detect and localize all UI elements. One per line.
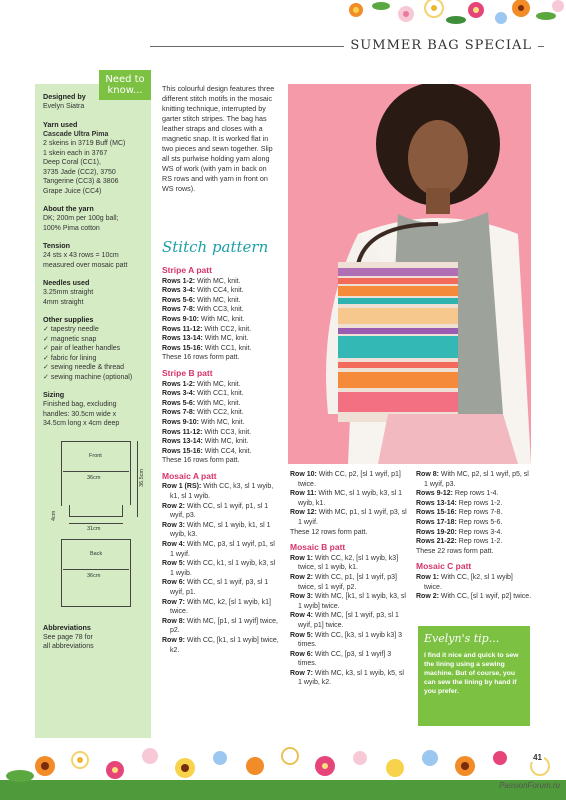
row-instruction: With CC, [k1, sl 1 wyib] twice, k2. [170, 636, 279, 654]
row-label: Row 5: [162, 560, 185, 568]
tip-title: Evelyn's tip... [424, 632, 500, 645]
row-instruction: With MC, [p1, sl 1 wyif] twice, p2. [170, 617, 278, 635]
row-instruction: With CC3, knit. [195, 306, 244, 314]
row-label: Row 9: [162, 636, 185, 644]
row-instruction: With MC, p2, sl 1 wyif, p5, sl 1 wyif, p3. [424, 471, 529, 488]
row-instruction: Rep rows 5-6. [456, 518, 503, 526]
row-instruction: With CC, k1, sl 1 wyib, k3, sl 1 wyib. [170, 560, 276, 577]
row-label: Row 6: [162, 579, 185, 587]
sizing-heading: Sizing [43, 390, 65, 399]
row-instruction: With CC, [k3, sl 1 wyib k3] 3 times. [298, 631, 403, 649]
row-instruction: With CC4, knit. [195, 287, 244, 295]
pattern-row [290, 489, 408, 508]
pattern-row [162, 502, 280, 521]
stitch-pattern-heading: Stitch pattern [162, 238, 269, 256]
height-arrow [137, 441, 138, 517]
yarn-brand: Cascade Ultra Pima [43, 130, 109, 138]
row-label: Row 4: [290, 612, 313, 620]
front-notch [69, 505, 123, 517]
needles-line: 4mm straight [43, 298, 84, 306]
width-arrow [63, 471, 129, 472]
row-instruction: With MC, sl 1 wyib, k3, sl 1 wyib, k1. [298, 490, 403, 507]
page-number: 41 [533, 753, 542, 762]
section-title: SUMMER BAG SPECIAL [344, 38, 538, 53]
row-instruction: With CC, k3, sl 1 wyib, k1, sl 1 wyib. [170, 483, 274, 501]
row-label: Row 1 (RS): [162, 483, 202, 491]
row-label: Row 1: [290, 554, 313, 562]
yarn-line: 3735 Jade (CC2), 3750 [43, 168, 116, 176]
row-instruction: With CC4, knit. [202, 447, 252, 455]
row-instruction: With MC, knit. [195, 277, 241, 285]
pattern-row [162, 344, 280, 354]
row-label: Rows 15-16: [416, 509, 457, 517]
pattern-row [162, 380, 280, 390]
row-instruction: With CC, [k2, sl 1 wyib] twice. [424, 573, 513, 591]
row-label: Rows 9-10: [162, 418, 199, 426]
pattern-section-heading: Mosaic C patt [416, 561, 472, 572]
pattern-row [162, 521, 280, 540]
row-label: Rows 11-12: [162, 325, 203, 333]
about-line: DK; 200m per 100g ball; [43, 215, 119, 222]
pattern-column-3 [416, 470, 532, 602]
top-flower-border [336, 0, 566, 36]
check-icon: ✓ [43, 345, 49, 352]
pattern-row [290, 508, 408, 527]
row-label: Row 7: [162, 598, 185, 606]
pattern-row [162, 447, 280, 457]
pattern-row [290, 631, 408, 650]
pattern-row [162, 456, 280, 466]
row-instruction: With MC, k2, [sl 1 wyib, k1] twice. [170, 598, 271, 616]
pattern-row [162, 617, 280, 636]
row-label: Rows 3-4: [162, 390, 196, 398]
row-label: Row 4: [162, 541, 185, 549]
pattern-row [416, 470, 532, 489]
pattern-row [162, 408, 280, 418]
pattern-row [162, 286, 280, 296]
pattern-row [162, 418, 280, 428]
check-icon: ✓ [43, 335, 49, 343]
width-label: 36cm [87, 474, 101, 481]
supply-item: ✓ pair of leather handles [43, 345, 121, 352]
row-instruction: With MC, k3, sl 1 wyib, k5, sl 1 wyib, k2. [298, 669, 404, 687]
need-to-know-sidebar [35, 84, 151, 738]
row-label: Rows 13-14: [416, 499, 457, 507]
row-instruction: With CC, k2, [sl 1 wyib, k3] twice, sl 1 wyib, k1. [298, 554, 399, 572]
yarn-line: 2 skeins in 3719 Buff (MC) [43, 140, 126, 147]
back-label: Back [90, 550, 103, 557]
needles-line: 3.25mm straight [43, 289, 94, 296]
back-width-arrow [63, 569, 129, 570]
pattern-row [290, 650, 408, 669]
tension-line: measured over mosaic patt [43, 261, 128, 269]
row-instruction: Rep rows 3-4. [456, 528, 503, 536]
pattern-row [416, 508, 532, 518]
pattern-row [162, 277, 280, 287]
row-label: Rows 15-16: [162, 344, 203, 352]
row-label: Row 11: [290, 490, 317, 498]
row-label: Row 1: [416, 573, 439, 581]
row-label: Row 6: [290, 650, 313, 658]
sizing-line: 34.5cm long x 4cm deep [43, 420, 120, 427]
sizing-line: Finished bag, excluding [43, 401, 117, 408]
pattern-section-heading: Stripe B patt [162, 367, 213, 378]
row-label: Row 3: [162, 521, 185, 529]
abbreviations-heading: Abbreviations [43, 622, 91, 632]
pattern-row [162, 482, 280, 501]
front-label: Front [89, 452, 102, 459]
row-label: Row 8: [162, 617, 185, 625]
base-arrow [69, 523, 123, 524]
tension-line: 24 sts x 43 rows = 10cm [43, 252, 119, 259]
row-instruction: With CC2, knit. [202, 325, 252, 333]
row-label: Row 2: [290, 573, 313, 581]
depth-label: 4cm [51, 510, 57, 521]
row-instruction: With MC, knit. [202, 335, 249, 343]
row-instruction: With MC, [sl 1 wyif, p3, sl 1 wyif, p1] twice. [298, 612, 399, 629]
row-instruction: With CC3, knit. [202, 428, 252, 436]
row-instruction: These 22 rows form patt. [416, 547, 494, 555]
yarn-line: 1 skein each in 3767 [43, 149, 108, 157]
row-instruction: Rep rows 1-2. [456, 499, 503, 507]
row-instruction: With CC1, knit. [202, 344, 252, 352]
row-instruction: With MC, p3, sl 1 wyif, p1, sl 1 wyif. [170, 541, 275, 558]
pattern-row [162, 636, 280, 655]
need-to-know-tab: Need to know... [99, 70, 151, 100]
designer-name: Evelyn Siatra [43, 103, 85, 110]
evelyns-tip-box [418, 626, 530, 726]
row-instruction: Rep rows 1-2. [456, 538, 503, 546]
row-instruction: With CC, sl 1 wyif, p1, sl 1 wyif, p3. [170, 502, 269, 520]
row-instruction: These 16 rows form patt. [162, 457, 240, 465]
row-label: Rows 19-20: [416, 528, 457, 536]
pattern-row [290, 470, 408, 489]
yarn-line: Deep Coral (CC1), [43, 159, 101, 166]
check-icon: ✓ [43, 364, 49, 371]
pattern-row [290, 592, 408, 611]
pattern-row [162, 428, 280, 438]
row-label: Row 10: [290, 471, 317, 478]
row-label: Rows 7-8: [162, 306, 196, 314]
bottom-flower-border [0, 736, 566, 800]
pattern-row [290, 554, 408, 573]
pattern-row [416, 489, 532, 499]
tip-body: I find it nice and quick to sew the lining using a sewing machine. But of course, you can sew the lining by hand if you prefer. [424, 652, 519, 695]
row-label: Rows 9-12: [416, 490, 453, 498]
supplies-heading: Other supplies [43, 315, 94, 324]
front-notch-edge [61, 505, 62, 506]
row-instruction: With CC1, knit. [195, 390, 244, 398]
row-instruction: With CC, sl 1 wyif, p3, sl 1 wyif, p1. [170, 579, 269, 596]
pattern-section-heading: Mosaic B patt [290, 542, 346, 553]
row-label: Row 2: [416, 593, 439, 601]
pattern-column-2 [290, 470, 408, 688]
front-piece [61, 441, 131, 505]
supply-item: ✓ tapestry needle [43, 326, 99, 333]
row-label: Rows 17-18: [416, 518, 457, 526]
row-instruction: With CC, p2, [sl 1 wyif, p1] twice. [298, 471, 401, 488]
back-width-label: 36cm [87, 572, 101, 579]
watermark: PassionForum.ru [499, 781, 560, 790]
row-instruction: Rep rows 1-4. [452, 490, 499, 498]
supply-item: ✓ sewing needle & thread [43, 364, 125, 371]
pattern-row [162, 578, 280, 597]
pattern-row [162, 325, 280, 335]
row-instruction: With MC, knit. [195, 380, 241, 388]
row-label: Rows 9-10: [162, 315, 199, 323]
row-instruction: With CC, p1, [sl 1 wyif, p3] twice, sl 1 wyif, p2. [298, 573, 397, 591]
pattern-row [290, 669, 408, 688]
pattern-row [162, 540, 280, 559]
row-label: Rows 1-2: [162, 380, 196, 388]
supply-item: ✓ magnetic snap [43, 335, 97, 343]
designed-by-heading: Designed by [43, 92, 86, 101]
height-label: 36.5cm [139, 468, 145, 487]
pattern-row [416, 518, 532, 528]
supplies-list [43, 325, 145, 382]
pattern-row [162, 296, 280, 306]
row-instruction: These 12 rows form patt. [290, 528, 368, 536]
pattern-row [416, 547, 532, 557]
pattern-row [290, 611, 408, 630]
row-instruction: With MC, sl 1 wyib, k1, sl 1 wyib, k3. [170, 521, 271, 539]
check-icon: ✓ [43, 354, 49, 362]
row-label: Rows 13-14: [162, 438, 203, 446]
needles-heading: Needles used [43, 278, 90, 287]
row-instruction: With MC, knit. [198, 418, 245, 426]
pattern-row [162, 353, 280, 363]
pattern-row [162, 315, 280, 325]
check-icon: ✓ [43, 373, 49, 381]
pattern-section-heading: Stripe A patt [162, 265, 212, 275]
pattern-section-heading: Mosaic A patt [162, 470, 217, 481]
intro-paragraph: This colourful design features three different stitch motifs in the mosaic knitting technique, interrupted by garter stitch stripes. The bag has leather straps and closes with a magnetic snap. It is worked flat in two pieces and sewn together. Slip all sts purlwise holding yarn along WS of work (with yarn in back on RS rows and with yarn in front on WS rows). [162, 84, 275, 193]
sizing-line: handles: 30.5cm wide x [43, 410, 117, 418]
row-label: Row 3: [290, 593, 313, 601]
row-label: Rows 5-6: [162, 399, 196, 407]
pattern-row [162, 305, 280, 315]
row-instruction: With MC, knit. [195, 296, 241, 304]
pattern-row [416, 592, 532, 602]
pattern-row [290, 573, 408, 592]
row-instruction: With MC, [k1, sl 1 wyib, k3, sl 1 wyib] twice. [298, 593, 406, 610]
pattern-row [162, 399, 280, 409]
about-line: 100% Pima cotton [43, 224, 100, 232]
pattern-row [416, 528, 532, 538]
base-label: 31cm [87, 525, 101, 532]
abbrev-line: See page 78 for [43, 633, 93, 641]
row-instruction: With MC, knit. [198, 315, 245, 323]
row-label: Row 8: [416, 471, 439, 478]
row-label: Rows 15-16: [162, 447, 203, 455]
model-with-bag-photo [288, 84, 531, 464]
pattern-row [416, 537, 532, 547]
row-label: Rows 3-4: [162, 287, 196, 295]
yarn-line: Grape Juice (CC4) [43, 187, 102, 195]
row-label: Rows 11-12: [162, 428, 203, 436]
pattern-row [416, 573, 532, 592]
row-label: Row 2: [162, 502, 185, 510]
abbrev-line: all abbreviations [43, 643, 94, 650]
pattern-row [162, 559, 280, 578]
yarn-line: Tangerine (CC3) & 3806 [43, 178, 119, 185]
pattern-column-1 [162, 266, 280, 655]
row-label: Rows 1-2: [162, 277, 196, 285]
pattern-row [162, 334, 280, 344]
row-label: Rows 7-8: [162, 409, 196, 417]
row-instruction: Rep rows 7-8. [456, 509, 503, 517]
check-icon: ✓ [43, 326, 49, 333]
row-label: Row 7: [290, 669, 313, 677]
size-diagram [43, 435, 149, 613]
row-instruction: With CC, [p3, sl 1 wyif] 3 times. [298, 650, 392, 668]
row-instruction: With MC, p1, sl 1 wyif, p3, sl 1 wyif. [298, 509, 407, 526]
row-instruction: With CC, [sl 1 wyif, p2] twice. [438, 593, 532, 601]
pattern-row [290, 528, 408, 538]
row-label: Row 5: [290, 631, 313, 639]
pattern-row [416, 499, 532, 509]
supply-item: ✓ sewing machine (optional) [43, 373, 133, 381]
about-yarn-heading: About the yarn [43, 204, 94, 213]
row-label: Rows 5-6: [162, 296, 196, 304]
row-instruction: With MC, knit. [202, 438, 249, 446]
row-instruction: With CC2, knit. [195, 409, 244, 417]
pattern-row [162, 598, 280, 617]
row-instruction: These 16 rows form patt. [162, 354, 240, 362]
tension-heading: Tension [43, 241, 71, 250]
pattern-row [162, 437, 280, 447]
row-label: Row 12: [290, 509, 317, 517]
pattern-row [162, 389, 280, 399]
row-instruction: With MC, knit. [195, 399, 241, 407]
row-label: Rows 21-22: [416, 538, 457, 546]
row-label: Rows 13-14: [162, 335, 203, 343]
yarn-used-heading: Yarn used [43, 119, 78, 129]
supply-item: ✓ fabric for lining [43, 354, 97, 362]
